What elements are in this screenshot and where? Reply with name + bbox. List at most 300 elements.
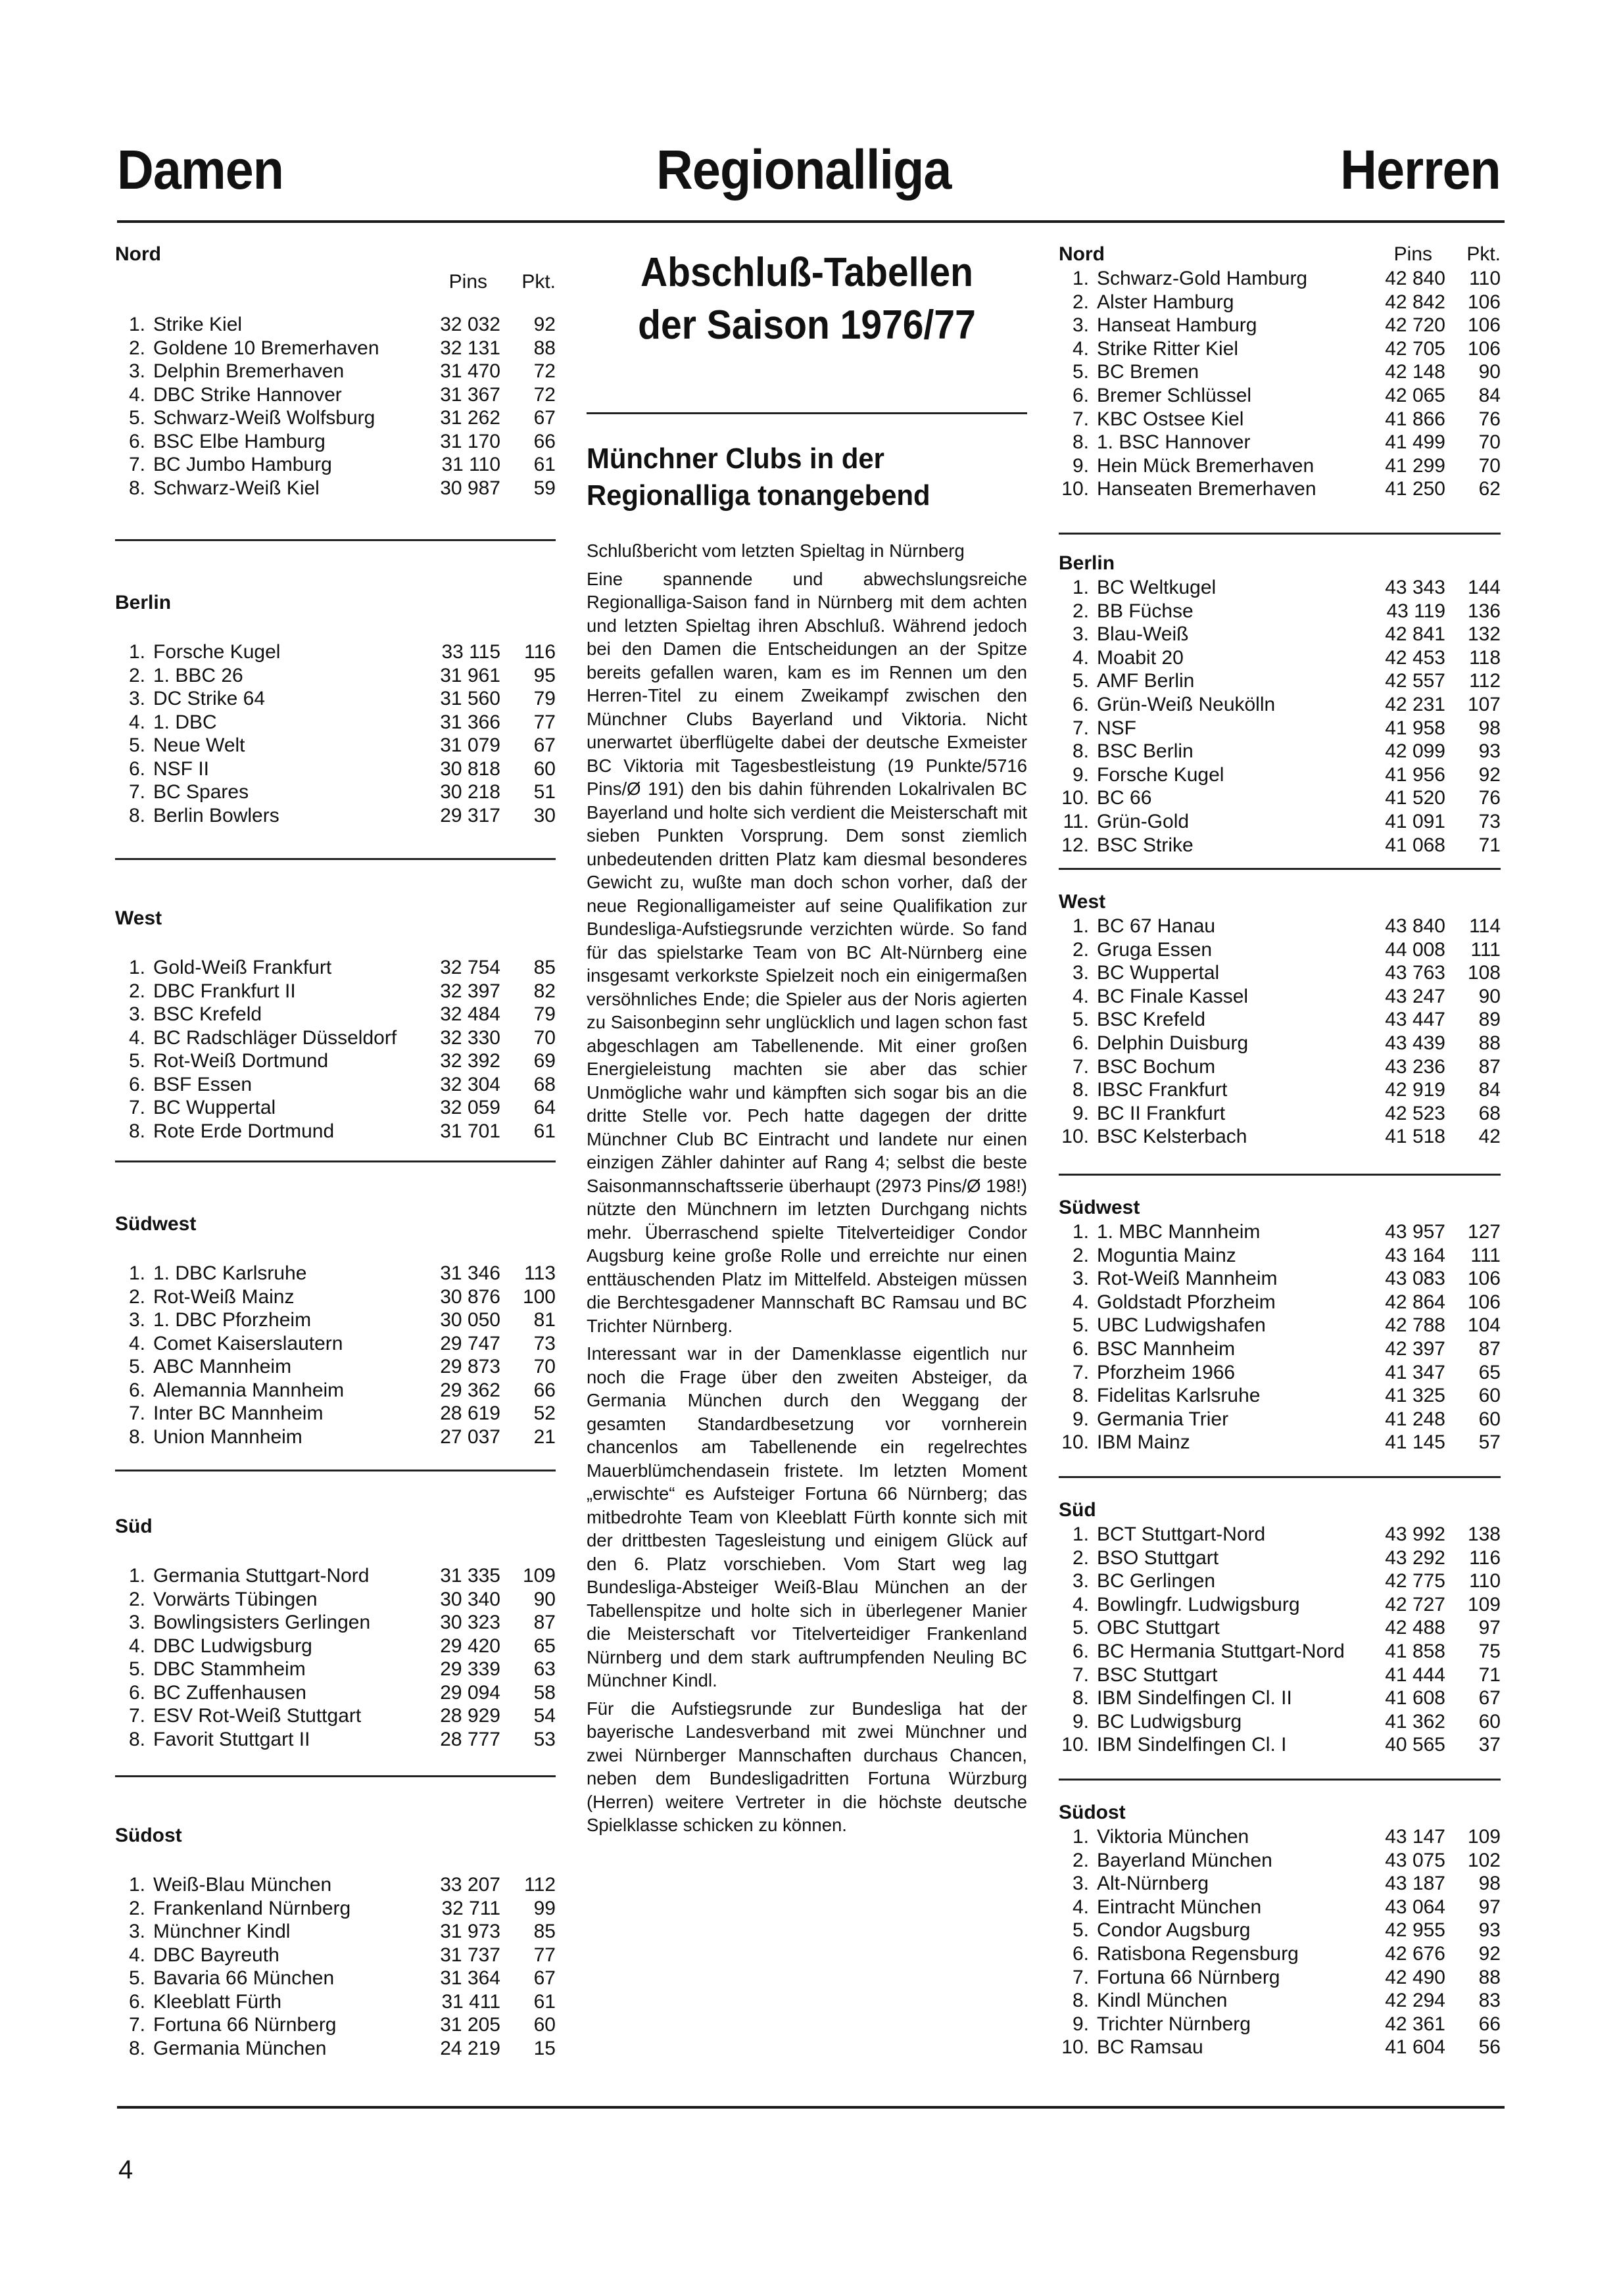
team-name: Kleeblatt Fürth — [153, 1990, 282, 2013]
article-subtitle — [587, 441, 930, 514]
points-value: 66 — [1478, 2013, 1501, 2035]
points-value: 100 — [522, 1285, 556, 1308]
pins-value: 41 362 — [1385, 1710, 1445, 1733]
pins-value: 32 392 — [440, 1050, 500, 1072]
points-value: 60 — [533, 757, 556, 780]
region-title: Südwest — [115, 1213, 197, 1235]
points-value: 116 — [1469, 1546, 1501, 1569]
table-row — [1059, 623, 1501, 646]
damen-table-nord — [115, 243, 556, 500]
team-name: BB Füchse — [1097, 600, 1194, 622]
pins-value: 43 992 — [1385, 1523, 1445, 1545]
team-name: Frankenland Nürnberg — [153, 1897, 351, 1919]
rank: 6. — [1072, 1942, 1089, 1965]
table-row — [1059, 314, 1501, 337]
points-value: 54 — [533, 1705, 556, 1727]
team-name: Trichter Nürnberg — [1097, 2013, 1251, 2035]
points-value: 106 — [1467, 1268, 1501, 1290]
points-value: 52 — [533, 1402, 556, 1424]
points-value: 88 — [533, 337, 556, 359]
table-row — [115, 453, 556, 477]
table-row — [1059, 1966, 1501, 1990]
team-name: 1. DBC Karlsruhe — [153, 1262, 307, 1284]
table-row — [115, 1425, 556, 1449]
team-name: Alster Hamburg — [1097, 291, 1234, 313]
table-row — [115, 1285, 556, 1309]
team-name: BC Zuffenhausen — [153, 1681, 306, 1704]
team-name: Inter BC Mannheim — [153, 1402, 324, 1424]
table-row — [1059, 1431, 1501, 1454]
points-value: 111 — [1470, 938, 1501, 961]
table-row — [1059, 646, 1501, 670]
article-lead: Schlußbericht vom letzten Spieltag in Nürnberg — [587, 540, 965, 561]
points-value: 108 — [1467, 962, 1501, 984]
rank: 3. — [1072, 623, 1089, 646]
article-column — [587, 243, 1027, 1835]
rank: 4. — [128, 1944, 145, 1966]
points-value: 81 — [533, 1309, 556, 1331]
pins-value: 43 236 — [1385, 1055, 1445, 1078]
rank: 6. — [1072, 1640, 1089, 1662]
rank: 1. — [128, 1565, 145, 1587]
rank: 2. — [1072, 1244, 1089, 1266]
points-value: 73 — [1478, 810, 1501, 832]
standings-rows — [1059, 1825, 1501, 2059]
rank: 1. — [128, 314, 145, 335]
rank: 7. — [128, 1402, 145, 1424]
pins-value: 32 131 — [440, 337, 500, 359]
table-row — [115, 1073, 556, 1097]
rank: 5. — [128, 1050, 145, 1072]
table-row — [115, 1003, 556, 1026]
rank: 5. — [1072, 361, 1089, 383]
rank: 4. — [1072, 1896, 1089, 1918]
article-rule-divider — [587, 412, 1027, 414]
team-name: BC II Frankfurt — [1097, 1102, 1226, 1124]
team-name: 1. MBC Mannheim — [1097, 1221, 1261, 1243]
team-name: BC Ludwigsburg — [1097, 1710, 1242, 1733]
table-row — [1059, 1337, 1501, 1361]
pins-value: 28 929 — [440, 1705, 500, 1727]
points-value: 68 — [533, 1073, 556, 1095]
rank: 4. — [128, 383, 145, 406]
points-value: 112 — [524, 1874, 556, 1896]
title-line-1: Abschluß-Tabellen — [640, 250, 973, 295]
team-name: BSO Stuttgart — [1097, 1546, 1219, 1569]
standings-rows — [1059, 915, 1501, 1149]
table-row — [115, 1355, 556, 1379]
points-value: 106 — [1467, 337, 1501, 360]
pins-value: 41 299 — [1385, 454, 1445, 477]
points-value: 92 — [1478, 763, 1501, 786]
pins-value: 32 032 — [440, 314, 500, 335]
pins-value: 43 343 — [1385, 577, 1445, 598]
rank: 3. — [1072, 1570, 1089, 1592]
rank: 2. — [128, 1588, 145, 1610]
rank: 5. — [1072, 1009, 1089, 1031]
table-row — [1059, 1616, 1501, 1640]
herren-table-süd — [1059, 1499, 1501, 1757]
table-row — [115, 2037, 556, 2061]
points-value: 60 — [533, 2014, 556, 2036]
table-row — [1059, 1267, 1501, 1291]
pins-value: 43 147 — [1385, 1826, 1445, 1848]
team-name: Delphin Duisburg — [1097, 1032, 1249, 1054]
pins-value: 41 608 — [1385, 1687, 1445, 1710]
pins-value: 42 919 — [1385, 1079, 1445, 1101]
table-row — [1059, 1640, 1501, 1663]
rank: 7. — [128, 1097, 145, 1118]
team-name: Goldstadt Pforzheim — [1097, 1291, 1276, 1313]
points-value: 112 — [1469, 670, 1501, 692]
table-row — [1059, 1125, 1501, 1149]
table-row — [1059, 1849, 1501, 1873]
damen-section-divider — [115, 1160, 556, 1162]
table-row — [1059, 1919, 1501, 1942]
table-row — [1059, 1078, 1501, 1102]
team-name: AMF Berlin — [1097, 670, 1195, 692]
herren-section-divider — [1059, 1476, 1501, 1478]
points-value: 30 — [533, 804, 556, 826]
table-row — [1059, 717, 1501, 740]
table-row — [115, 1332, 556, 1356]
points-value: 82 — [533, 980, 556, 1002]
team-name: DBC Strike Hannover — [153, 383, 342, 406]
pkt-column-header: Pkt. — [1466, 243, 1501, 265]
team-name: BC 66 — [1097, 787, 1152, 809]
pins-value: 29 339 — [440, 1658, 500, 1680]
pins-value: 43 439 — [1385, 1032, 1445, 1054]
team-name: BC Gerlingen — [1097, 1570, 1216, 1592]
pins-value: 28 777 — [440, 1728, 500, 1750]
points-value: 73 — [533, 1332, 556, 1354]
points-value: 114 — [1469, 915, 1501, 937]
standings-rows — [1059, 1523, 1501, 1757]
pins-value: 42 955 — [1385, 1919, 1445, 1942]
table-row — [115, 2013, 556, 2037]
rank: 1. — [128, 1874, 145, 1896]
points-value: 95 — [533, 664, 556, 686]
table-row — [1059, 2036, 1501, 2059]
points-value: 65 — [1478, 1361, 1501, 1383]
rank: 4. — [128, 1635, 145, 1657]
table-row — [1059, 576, 1501, 600]
team-name: 1. BBC 26 — [153, 664, 243, 686]
region-title: Südost — [115, 1825, 182, 1846]
pins-value: 41 520 — [1385, 787, 1445, 809]
team-name: 1. DBC Pforzheim — [153, 1309, 312, 1331]
rank: 8. — [128, 1425, 145, 1448]
rank: 8. — [128, 477, 145, 499]
rank: 2. — [1072, 1546, 1089, 1569]
points-value: 69 — [533, 1050, 556, 1072]
table-row — [1059, 408, 1501, 431]
nord-header-line — [1059, 243, 1501, 266]
region-title: Südost — [1059, 1802, 1126, 1823]
region-title: Südwest — [1059, 1197, 1140, 1218]
table-row — [1059, 1663, 1501, 1687]
points-value: 61 — [533, 454, 556, 475]
points-value: 79 — [533, 1003, 556, 1025]
table-row — [115, 711, 556, 734]
points-value: 59 — [533, 477, 556, 499]
team-name: Gold-Weiß Frankfurt — [153, 957, 332, 978]
table-row — [1059, 1102, 1501, 1126]
rank: 1. — [128, 641, 145, 663]
table-row — [1059, 291, 1501, 314]
pins-value: 43 292 — [1385, 1546, 1445, 1569]
pins-value: 42 788 — [1385, 1314, 1445, 1337]
team-name: Grün-Weiß Neukölln — [1097, 693, 1276, 715]
team-name: Comet Kaiserslautern — [153, 1332, 343, 1354]
team-name: BSC Strike — [1097, 834, 1194, 856]
points-value: 116 — [524, 641, 556, 663]
table-row — [115, 1681, 556, 1705]
points-value: 67 — [533, 1967, 556, 1989]
table-row — [1059, 431, 1501, 454]
herren-section-divider — [1059, 1174, 1501, 1176]
table-row — [115, 360, 556, 383]
pins-value: 42 453 — [1385, 646, 1445, 669]
rank: 8. — [1072, 431, 1089, 454]
pins-value: 42 841 — [1385, 623, 1445, 646]
table-row — [115, 1379, 556, 1402]
team-name: BSC Bochum — [1097, 1055, 1216, 1078]
team-name: Rot-Weiß Mannheim — [1097, 1268, 1278, 1290]
team-name: Bremer Schlüssel — [1097, 384, 1252, 406]
table-row — [1059, 740, 1501, 763]
pins-value: 31 346 — [440, 1262, 500, 1284]
rank: 5. — [1072, 1314, 1089, 1337]
points-value: 71 — [1478, 1663, 1501, 1686]
table-row — [115, 1728, 556, 1752]
pins-value: 29 362 — [440, 1379, 500, 1401]
points-value: 127 — [1467, 1221, 1501, 1243]
pins-value: 31 170 — [440, 430, 500, 452]
pins-value: 32 711 — [441, 1897, 500, 1919]
points-value: 71 — [1478, 834, 1501, 856]
points-value: 88 — [1478, 1032, 1501, 1054]
damen-table-berlin — [115, 592, 556, 827]
pins-value: 43 247 — [1385, 985, 1445, 1007]
team-name: Pforzheim 1966 — [1097, 1361, 1236, 1383]
team-name: Fortuna 66 Nürnberg — [1097, 1966, 1280, 1988]
pins-value: 31 701 — [440, 1120, 500, 1142]
damen-section-divider — [115, 1470, 556, 1471]
points-value: 61 — [533, 1120, 556, 1142]
points-value: 66 — [533, 430, 556, 452]
team-name: Delphin Bremerhaven — [153, 360, 345, 382]
herren-table-südwest — [1059, 1197, 1501, 1454]
pins-value: 42 148 — [1385, 361, 1445, 383]
pins-value: 41 325 — [1385, 1385, 1445, 1407]
team-name: Berlin Bowlers — [153, 804, 279, 826]
damen-section-divider — [115, 1775, 556, 1777]
rank: 10. — [1061, 1126, 1089, 1148]
header-herren: Herren — [1340, 139, 1501, 201]
points-value: 72 — [533, 360, 556, 382]
table-row — [1059, 1008, 1501, 1032]
herren-table-nord — [1059, 243, 1501, 501]
points-value: 66 — [533, 1379, 556, 1401]
table-row — [115, 383, 556, 407]
title-line-2: der Saison 1976/77 — [638, 302, 976, 348]
points-value: 85 — [533, 957, 556, 978]
pins-value: 43 119 — [1386, 600, 1445, 622]
pins-value: 30 218 — [440, 781, 500, 803]
table-row — [115, 664, 556, 688]
points-value: 67 — [1478, 1687, 1501, 1710]
pins-value: 41 250 — [1385, 478, 1445, 500]
team-name: NSF II — [153, 757, 210, 780]
rank: 5. — [1072, 1919, 1089, 1942]
header-regionalliga: Regionalliga — [656, 139, 952, 201]
team-name: BC Wuppertal — [1097, 962, 1220, 984]
team-name: Germania Trier — [1097, 1408, 1229, 1430]
table-row — [1059, 1546, 1501, 1570]
points-value: 37 — [1478, 1734, 1501, 1756]
rank: 2. — [1072, 1849, 1089, 1871]
standings-rows — [115, 1873, 556, 2060]
table-row — [1059, 1523, 1501, 1546]
team-name: DC Strike 64 — [153, 688, 266, 709]
pkt-column-header: Pkt. — [521, 271, 556, 293]
team-name: Schwarz-Gold Hamburg — [1097, 268, 1308, 289]
team-name: NSF — [1097, 717, 1136, 739]
pins-value: 41 866 — [1385, 408, 1445, 430]
pins-value: 31 973 — [440, 1921, 500, 1942]
table-row — [115, 640, 556, 664]
table-row — [1059, 938, 1501, 962]
region-title: Süd — [1059, 1499, 1096, 1521]
rank: 8. — [1072, 1385, 1089, 1407]
table-row — [1059, 1055, 1501, 1079]
pins-column-header: Pins — [1393, 243, 1432, 265]
rank: 5. — [128, 1658, 145, 1680]
table-row — [115, 734, 556, 757]
team-name: Fortuna 66 Nürnberg — [153, 2014, 337, 2036]
table-row — [115, 1120, 556, 1143]
pins-value: 31 364 — [440, 1967, 500, 1989]
table-row — [1059, 454, 1501, 478]
rank: 4. — [1072, 646, 1089, 669]
pins-value: 31 367 — [440, 383, 500, 406]
team-name: BC Jumbo Hamburg — [153, 454, 332, 475]
rank: 7. — [1072, 1966, 1089, 1988]
points-value: 76 — [1478, 787, 1501, 809]
table-row — [115, 1049, 556, 1073]
pins-value: 43 840 — [1385, 915, 1445, 937]
table-row — [1059, 477, 1501, 501]
team-name: BC Hermania Stuttgart-Nord — [1097, 1640, 1345, 1662]
points-value: 84 — [1478, 1079, 1501, 1101]
table-row — [1059, 763, 1501, 787]
pins-value: 24 219 — [440, 2037, 500, 2059]
rank: 1. — [1072, 268, 1089, 289]
table-row — [115, 757, 556, 781]
rank: 6. — [128, 1379, 145, 1401]
points-value: 90 — [1478, 361, 1501, 383]
table-row — [1059, 834, 1501, 857]
points-value: 72 — [533, 383, 556, 406]
pins-value: 30 876 — [440, 1285, 500, 1308]
rank: 3. — [128, 360, 145, 382]
pins-value: 30 987 — [440, 477, 500, 499]
rank: 2. — [1072, 938, 1089, 961]
team-name: BC Bremen — [1097, 361, 1199, 383]
rank: 6. — [128, 1073, 145, 1095]
table-row — [1059, 384, 1501, 408]
team-name: Gruga Essen — [1097, 938, 1213, 961]
points-value: 113 — [524, 1262, 556, 1284]
pins-value: 30 818 — [440, 757, 500, 780]
points-value: 70 — [533, 1356, 556, 1377]
rank: 9. — [1072, 2013, 1089, 2035]
points-value: 98 — [1478, 717, 1501, 739]
pins-value: 43 447 — [1385, 1009, 1445, 1031]
rank: 3. — [128, 1612, 145, 1633]
rank: 9. — [1072, 1102, 1089, 1124]
team-name: IBM Sindelfingen Cl. I — [1097, 1734, 1287, 1756]
team-name: BCT Stuttgart-Nord — [1097, 1523, 1266, 1545]
table-row — [115, 1658, 556, 1681]
rank: 8. — [128, 804, 145, 826]
pins-value: 40 565 — [1385, 1734, 1445, 1756]
team-name: Alt-Nürnberg — [1097, 1873, 1209, 1895]
points-value: 107 — [1467, 693, 1501, 715]
team-name: Hanseat Hamburg — [1097, 314, 1257, 337]
pins-value: 41 347 — [1385, 1361, 1445, 1383]
team-name: Eintracht München — [1097, 1896, 1262, 1918]
rank: 9. — [1072, 454, 1089, 477]
rank: 2. — [128, 337, 145, 359]
team-name: BSC Krefeld — [1097, 1009, 1206, 1031]
team-name: BC Ramsau — [1097, 2036, 1203, 2059]
points-value: 93 — [1478, 1919, 1501, 1942]
pins-value: 30 340 — [440, 1588, 500, 1610]
points-value: 56 — [1478, 2036, 1501, 2059]
pins-value: 41 518 — [1385, 1126, 1445, 1148]
pins-value: 32 754 — [440, 957, 500, 978]
points-value: 67 — [533, 407, 556, 429]
article-paragraph-1: Eine spannende und abwechslungsreiche Regionalliga-Saison fand in Nürnberg mit dem achten und letzten Spieltag ihren Abschluß. Während jedoch bei den Damen die Entscheidungen an der Spitze bereits gefallen waren, kam es im Rennen um den Herren-Titel zu einem Zweikampf zwischen den Münchner Clubs Bayerland und Viktoria. Nicht unerwartet überflügelte dabei der deutsche Exmeister BC Viktoria mit Tagesbestleistung (19 Punkte/5716 Pins/Ø 191) den bis dahin führenden Lokalrivalen BC Bayerland und holte sich verdient die Meisterschaft mit sieben Punkten Vorsprung. Dem sonst ziemlich unbedeutenden dritten Platz kam diesmal besonderes Gewicht zu, wußte man doch schon vorher, daß der neue Regionalligameister auf seine Qualifikation zur Bundesliga-Aufstiegsrunde verzichten würde. So fand für das spielstarke Team von BC Alt-Nürnberg eine insgesamt verkorkste Spielzeit noch ein einigermaßen versöhnliches Ende; die Spieler aus der Noris agierten zu Saisonbeginn sehr unglücklich und lagen schon fast abgeschlagen am Tabellenende. Mit einer großen Energieleistung machten sie aber das schier Unmögliche wahr und kämpften sich sogar bis an die dritte Stelle vor. Pech hatte dagegen der dritte Münchner Club BC Eintracht und landete nur einen einzigen Zähler dahinter auf Rang 4; selbst die beste Saisonmannschaftsserie überhaupt (2973 Pins/Ø 198!) nützte den Münchnern im letzten Durchgang nichts mehr. Überraschend spielte Titelverteidiger Condor Augsburg keine große Rolle und erreichte nur einen enttäuschenden Platz im Mittelfeld. Absteigen müssen die Berchtesgadener Mannschaft BC Ramsau und BC Trichter Nürnberg. — [587, 568, 1027, 1336]
pins-value: 44 008 — [1385, 938, 1445, 961]
standings-rows — [115, 956, 556, 1143]
standings-rows — [1059, 267, 1501, 501]
team-name: Hein Mück Bremerhaven — [1097, 454, 1315, 477]
points-value: 136 — [1467, 600, 1501, 622]
team-name: Weiß-Blau München — [153, 1874, 332, 1896]
page-header — [117, 138, 1501, 217]
points-value: 93 — [1478, 740, 1501, 763]
team-name: Grün-Gold — [1097, 810, 1190, 832]
region-title: Süd — [115, 1516, 153, 1537]
team-name: ESV Rot-Weiß Stuttgart — [153, 1705, 362, 1727]
table-header — [1360, 243, 1501, 266]
standings-rows — [115, 313, 556, 500]
team-name: KBC Ostsee Kiel — [1097, 408, 1244, 430]
standings-rows — [115, 640, 556, 827]
table-header — [115, 271, 556, 293]
table-row — [1059, 1593, 1501, 1617]
points-value: 99 — [533, 1897, 556, 1919]
rank: 7. — [1072, 1361, 1089, 1383]
table-row — [1059, 2013, 1501, 2036]
region-title: West — [1059, 891, 1106, 913]
points-value: 60 — [1478, 1408, 1501, 1430]
team-name: BC Weltkugel — [1097, 577, 1217, 598]
points-value: 75 — [1478, 1640, 1501, 1662]
